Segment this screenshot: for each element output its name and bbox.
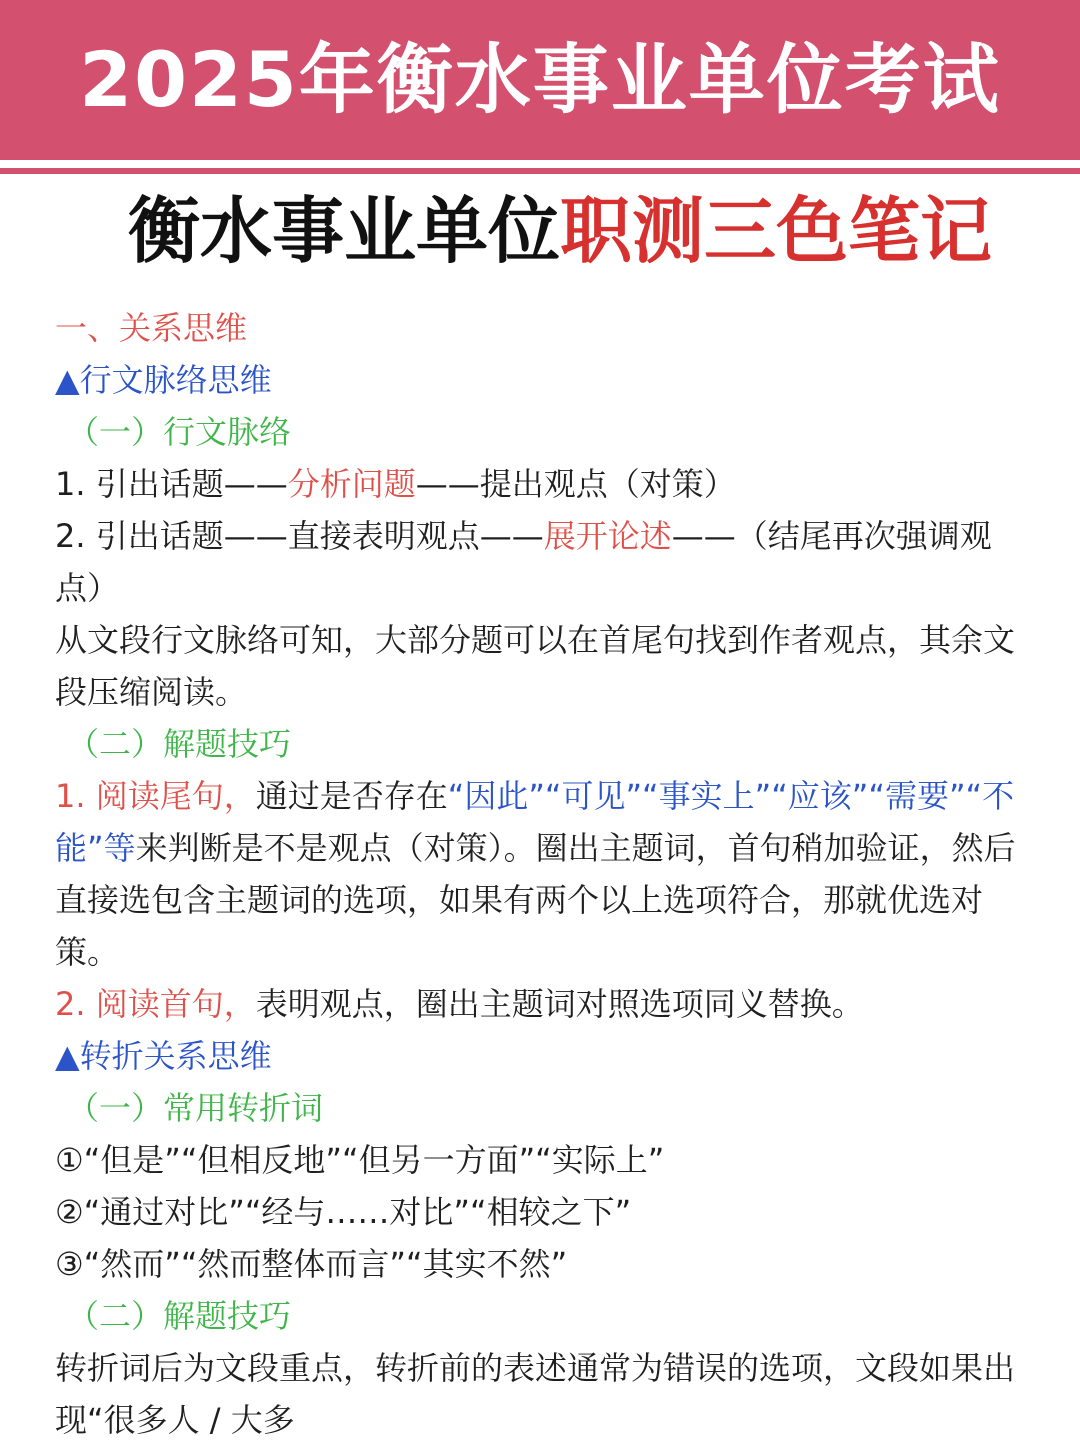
flow-summary: 从文段行文脉络可知，大部分题可以在首尾句找到作者观点，其余文段压缩阅读。 <box>55 621 1016 711</box>
flow-item-1-highlight: 分析问题 <box>287 465 416 503</box>
flow-item-1 <box>55 458 1025 510</box>
technique-item-1 <box>55 770 1025 978</box>
subheading-context: ▲行文脉络思维 <box>55 361 272 399</box>
subheading-transition-words: （一）常用转折词 <box>67 1089 324 1127</box>
flow-item-2-start: 2. 引出话题——直接表明观点—— <box>55 517 544 555</box>
flow-item-2-end: ——（结尾再次强调观点） <box>55 517 992 607</box>
transition-words-2: ②“通过对比”“经与……对比”“相较之下” <box>55 1193 632 1231</box>
flow-item-1-start: 1. 引出话题—— <box>55 465 288 503</box>
flow-item-2-highlight: 展开论述 <box>543 517 672 555</box>
subtitle-part-red: 职测三色笔记 <box>560 188 993 273</box>
flow-item-1-end: ——提出观点（对策） <box>415 465 736 503</box>
flow-item-2 <box>55 510 1025 614</box>
section-heading-relation: 一、关系思维 <box>55 309 248 347</box>
transition-words-1: ①“但是”“但相反地”“但另一方面”“实际上” <box>55 1141 665 1179</box>
technique-item-1-label: 1. 阅读尾句， <box>55 777 256 815</box>
technique-item-1-text-a: 通过是否存在 <box>255 777 448 815</box>
technique-item-1-keywords: “因此”“可见”“事实上”“应该”“需要”“不能”等 <box>55 777 1015 867</box>
subheading-context-flow: （一）行文脉络 <box>67 413 292 451</box>
header-banner <box>0 0 1080 160</box>
subtitle-part-black: 衡水事业单位 <box>127 188 560 273</box>
technique-item-1-text-b: 来判断是不是观点（对策）。圈出主题词，首句稍加验证，然后直接选包含主题词的选项，如果有两个以上选项符合，那就优选对策。 <box>55 829 1016 971</box>
technique-item-2-text: 表明观点，圈出主题词对照选项同义替换。 <box>255 985 864 1023</box>
technique-item-2 <box>55 978 1025 1030</box>
subheading-transition: ▲转折关系思维 <box>55 1037 272 1075</box>
transition-technique-text: 转折词后为文段重点，转折前的表述通常为错误的选项，文段如果出现“很多人 / 大多 <box>55 1349 1016 1439</box>
banner-title: 2025年衡水事业单位考试 <box>79 35 1001 124</box>
subheading-technique-2: （二）解题技巧 <box>67 1297 292 1335</box>
technique-item-2-label: 2. 阅读首句， <box>55 985 256 1023</box>
transition-words-3: ③“然而”“然而整体而言”“其实不然” <box>55 1245 568 1283</box>
subheading-technique-1: （二）解题技巧 <box>67 725 292 763</box>
notes-body <box>55 302 1025 1446</box>
banner-divider <box>0 168 1080 174</box>
page-subtitle <box>0 190 1080 273</box>
